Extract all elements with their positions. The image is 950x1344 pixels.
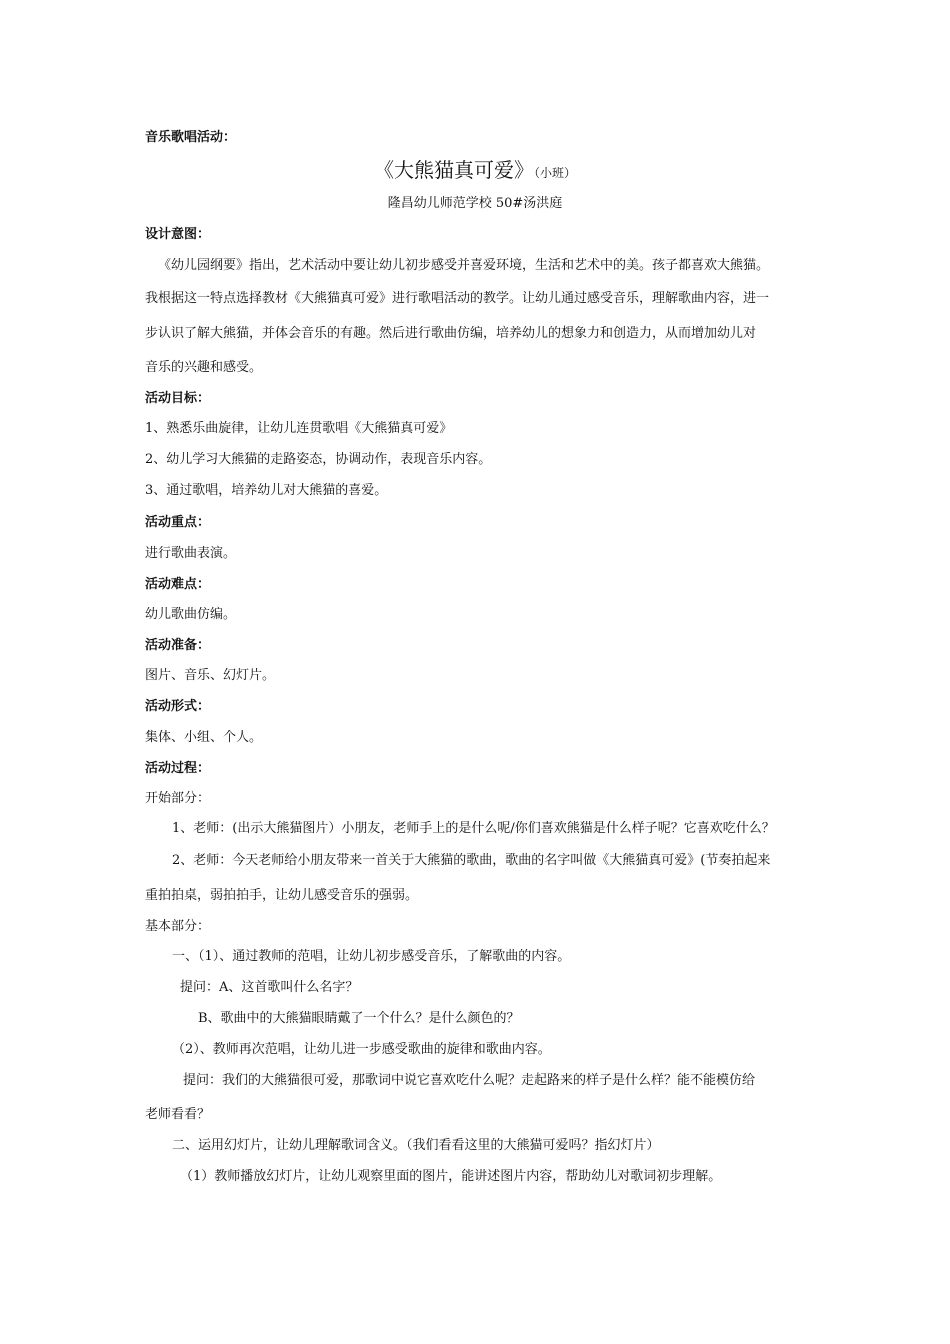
key-points-heading: 活动重点：: [145, 515, 211, 530]
basic-step: （2）、教师再次范唱，让幼儿进一步感受歌曲的旋律和歌曲内容。: [172, 1042, 551, 1057]
start-part-heading: 开始部分：: [145, 791, 211, 806]
start-step: 1、老师：(出示大熊猫图片）小朋友，老师手上的是什么呢/你们喜欢熊猫是什么样子呢？它喜欢吃什么？: [172, 821, 775, 836]
difficulty-heading: 活动难点：: [145, 577, 211, 592]
goal-item: 2、幼儿学习大熊猫的走路姿态，协调动作，表现音乐内容。: [145, 452, 492, 467]
question-line: 提问：我们的大熊猫很可爱，那歌词中说它喜欢吃什么呢？走起路来的样子是什么样？能不能模仿给: [183, 1073, 756, 1088]
difficulty-text: 幼儿歌曲仿编。: [145, 607, 237, 622]
question-line: B、歌曲中的大熊猫眼睛戴了一个什么？是什么颜色的？: [198, 1011, 520, 1026]
process-heading: 活动过程：: [145, 761, 211, 776]
design-heading: 设计意图：: [145, 227, 211, 242]
goal-item: 1、熟悉乐曲旋律，让幼儿连贯歌唱《大熊猫真可爱》: [145, 421, 453, 436]
preparation-heading: 活动准备：: [145, 638, 211, 653]
form-heading: 活动形式：: [145, 699, 211, 714]
basic-step: （1）教师播放幻灯片，让幼儿观察里面的图片，能讲述图片内容，帮助幼儿对歌词初步理解。: [180, 1169, 722, 1184]
question-line: 提问：A、这首歌叫什么名字？: [180, 980, 359, 995]
design-paragraph-line: 《幼儿园纲要》指出，艺术活动中要让幼儿初步感受并喜爱环境，生活和艺术中的美。孩子都喜欢大熊猫。: [158, 258, 770, 273]
design-paragraph-line: 我根据这一特点选择教材《大熊猫真可爱》进行歌唱活动的教学。让幼儿通过感受音乐，理解歌曲内容，进一: [145, 291, 770, 306]
document-title: [0, 154, 950, 183]
form-text: 集体、小组、个人。: [145, 730, 263, 745]
title-main: 《大熊猫真可爱》: [373, 158, 534, 182]
title-suffix: （小班）: [533, 166, 576, 180]
design-paragraph-line: 步认识了解大熊猫，并体会音乐的有趣。然后进行歌曲仿编，培养幼儿的想象力和创造力，从而增加幼儿对: [145, 326, 757, 341]
key-points-text: 进行歌曲表演。: [145, 546, 237, 561]
design-paragraph-line: 音乐的兴趣和感受。: [145, 360, 263, 375]
basic-part-heading: 基本部分：: [145, 919, 211, 934]
start-step: 重拍拍桌，弱拍拍手，让幼儿感受音乐的强弱。: [145, 888, 419, 903]
author-line: 隆昌幼儿师范学校 50#汤洪庭: [387, 196, 563, 211]
start-step: 2、老师：今天老师给小朋友带来一首关于大熊猫的歌曲，歌曲的名字叫做《大熊猫真可爱》(节奏拍起来: [172, 853, 771, 868]
question-line: 老师看看？: [145, 1107, 211, 1122]
basic-step: 一、（1）、通过教师的范唱，让幼儿初步感受音乐，了解歌曲的内容。: [172, 949, 571, 964]
activity-type-heading: 音乐歌唱活动：: [145, 130, 237, 145]
goals-heading: 活动目标：: [145, 391, 211, 406]
preparation-text: 图片、音乐、幻灯片。: [145, 668, 276, 683]
goal-item: 3、通过歌唱，培养幼儿对大熊猫的喜爱。: [145, 483, 388, 498]
basic-step: 二、运用幻灯片，让幼儿理解歌词含义。（我们看看这里的大熊猫可爱吗？指幻灯片）: [172, 1138, 660, 1153]
